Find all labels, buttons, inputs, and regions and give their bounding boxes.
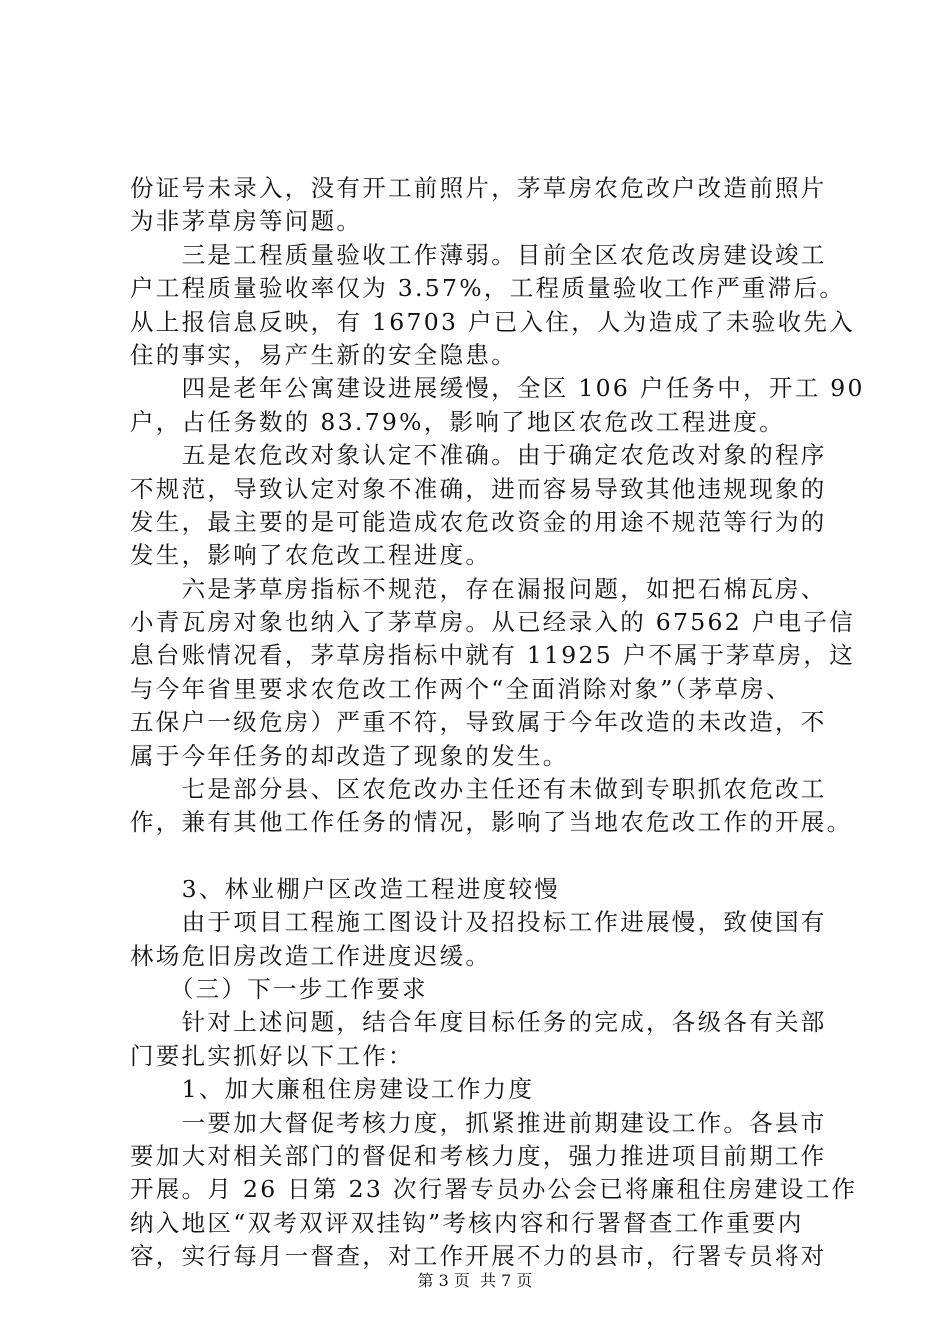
text-line: 住的事实，易产生新的安全隐患。 (130, 340, 517, 369)
text-line: 针对上述问题，结合年度目标任务的完成，各级各有关部 (130, 1008, 827, 1037)
text-line: 一要加大督促考核力度，抓紧推进前期建设工作。各县市 (130, 1108, 827, 1137)
text-line: 由于项目工程施工图设计及招投标工作进展慢，致使国有 (130, 908, 827, 937)
text-line: 作，兼有其他工作任务的情况，影响了当地农危改工作的开展。 (130, 808, 853, 837)
text-line: 开展。月 26 日第 23 次行署专员办公会已将廉租住房建设工作 (130, 1175, 858, 1204)
section-heading: （三）下一步工作要求 (130, 974, 428, 1003)
paragraph-block-2 (130, 873, 858, 1274)
page-number-footer: 第 3 页 共 7 页 (417, 1271, 533, 1290)
text-line: 容，实行每月一督查，对工作开展不力的县市，行署专员将对 (130, 1242, 827, 1271)
text-line: 六是茅草房指标不规范，存在漏报问题，如把石棉瓦房、 (130, 574, 827, 603)
text-line: 三是工程质量验收工作薄弱。目前全区农危改房建设竣工 (130, 240, 827, 269)
text-line: 门要扎实抓好以下工作： (130, 1041, 414, 1070)
section-heading: 3、林业棚户区改造工程进度较慢 (130, 874, 561, 903)
text-line: 与今年省里要求农危改工作两个“全面消除对象”（茅草房、 (130, 674, 792, 703)
text-line: 五保户一级危房）严重不符，导致属于今年改造的未改造，不 (130, 708, 827, 737)
paragraph-block-1 (130, 172, 865, 840)
text-line: 七是部分县、区农危改办主任还有未做到专职抓农危改工 (130, 775, 827, 804)
text-line: 从上报信息反映，有 16703 户已入住，人为造成了未验收先入 (130, 307, 855, 336)
text-line: 发生，影响了农危改工程进度。 (130, 541, 492, 570)
document-body (130, 172, 865, 1274)
text-line: 户工程质量验收率仅为 3.57%，工程质量验收工作严重滞后。 (130, 274, 846, 303)
text-line: 息台账情况看，茅草房指标中就有 11925 户不属于茅草房，这 (130, 641, 855, 670)
text-line: 五是农危改对象认定不准确。由于确定农危改对象的程序 (130, 441, 827, 470)
text-line: 不规范，导致认定对象不准确，进而容易导致其他违规现象的 (130, 474, 827, 503)
text-line: 林场危旧房改造工作进度迟缓。 (130, 941, 492, 970)
text-line: 份证号未录入，没有开工前照片，茅草房农危改户改造前照片 (130, 174, 827, 202)
text-line: 四是老年公寓建设进展缓慢，全区 106 户任务中，开工 90 (130, 374, 865, 403)
text-line: 纳入地区“双考双评双挂钩”考核内容和行署督查工作重要内 (130, 1208, 804, 1237)
text-line: 户，占任务数的 83.79%，影响了地区农危改工程进度。 (130, 407, 785, 436)
section-heading: 1、加大廉租住房建设工作力度 (130, 1075, 535, 1104)
text-line: 属于今年任务的却改造了现象的发生。 (130, 741, 569, 770)
text-line: 要加大对相关部门的督促和考核力度，强力推进项目前期工作 (130, 1141, 827, 1170)
paragraph-gap (130, 840, 850, 873)
text-line: 为非茅草房等问题。 (130, 207, 363, 236)
text-line: 小青瓦房对象也纳入了茅草房。从已经录入的 67562 户电子信 (130, 608, 855, 637)
text-line: 发生，最主要的是可能造成农危改资金的用途不规范等行为的 (130, 507, 827, 536)
